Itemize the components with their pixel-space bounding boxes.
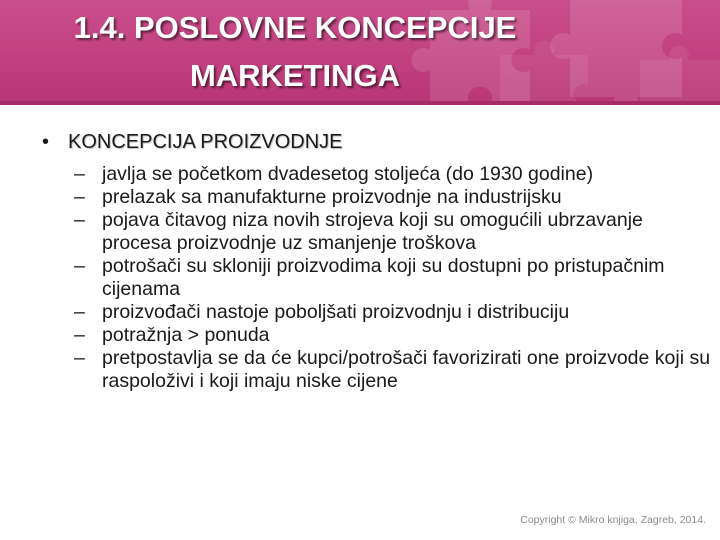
dash-marker: – <box>74 255 85 277</box>
list-item-text: potrošači su skloniji proizvodima koji su dostupni po pristupačnim cijenama <box>102 255 665 300</box>
list-item <box>74 255 714 301</box>
page-title-line1: 1.4. POSLOVNE KONCEPCIJE <box>73 10 517 45</box>
dash-marker: – <box>74 163 85 185</box>
main-bullet-label: KONCEPCIJA PROIZVODNJE <box>68 131 343 153</box>
list-item-text: javlja se početkom dvadesetog stoljeća (do 1930 godine) <box>102 163 594 185</box>
bullet-marker: • <box>42 131 50 153</box>
dash-marker: – <box>74 209 85 231</box>
list-item-text: potražnja > ponuda <box>102 324 270 346</box>
list-item <box>74 324 714 347</box>
list-item-text: pretpostavlja se da će kupci/potrošači favorizirati one proizvode koji su raspoloživi i koji imaju niske cijene <box>102 347 711 392</box>
page-title-line2: MARKETINGA <box>189 58 401 93</box>
sub-bullet-list <box>74 163 714 393</box>
list-item-text: pojava čitavog niza novih strojeva koji su omogućili ubrzavanje procesa proizvodnje uz smanjenje troškova <box>102 209 643 254</box>
list-item-text: prelazak sa manufakturne proizvodnje na industrijsku <box>102 186 562 208</box>
list-item <box>74 163 714 186</box>
main-bullet <box>42 131 343 154</box>
copyright-notice: Copyright © Mikro knjiga, Zagreb, 2014. <box>520 514 706 526</box>
list-item <box>74 301 714 324</box>
slide-header <box>0 0 720 105</box>
list-item <box>74 186 714 209</box>
dash-marker: – <box>74 186 85 208</box>
dash-marker: – <box>74 347 85 369</box>
slide-content <box>0 105 720 540</box>
list-item <box>74 347 714 393</box>
page-title <box>0 4 590 100</box>
list-item <box>74 209 714 255</box>
dash-marker: – <box>74 301 85 323</box>
list-item-text: proizvođači nastoje poboljšati proizvodnju i distribuciju <box>102 301 570 323</box>
dash-marker: – <box>74 324 85 346</box>
